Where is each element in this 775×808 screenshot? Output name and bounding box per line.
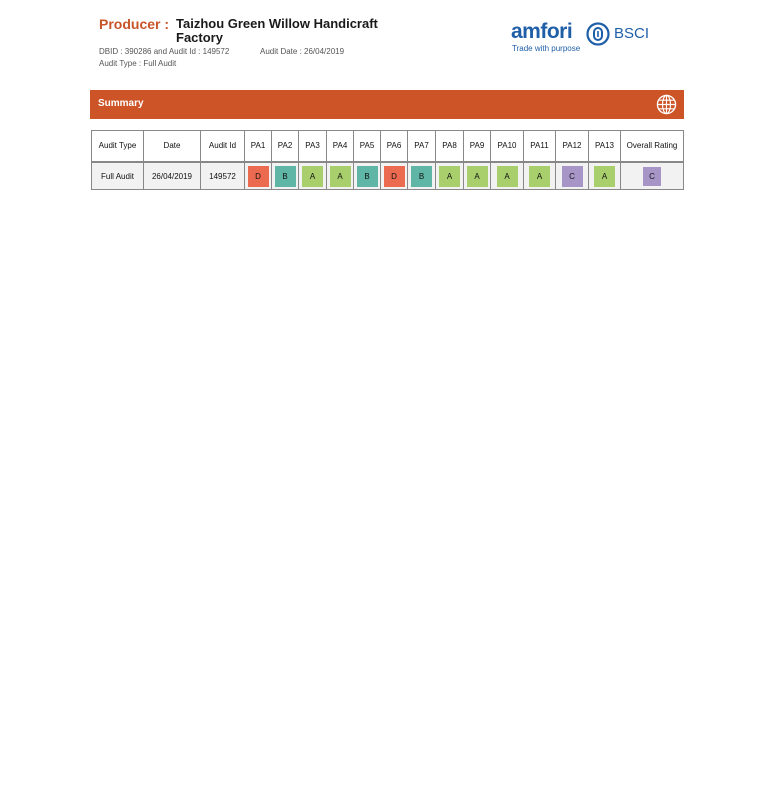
audit-date-line: Audit Date : 26/04/2019 (260, 47, 345, 56)
grade-badge: A (439, 166, 460, 187)
column-header: PA10 (491, 131, 524, 163)
cell-pa10 (491, 162, 524, 190)
column-header: PA13 (589, 131, 621, 163)
column-header: PA2 (272, 131, 299, 163)
column-header: PA6 (381, 131, 408, 163)
summary-section-bar (90, 90, 684, 119)
grade-badge: A (302, 166, 323, 187)
column-header: PA7 (408, 131, 436, 163)
column-header: Overall Rating (621, 131, 684, 163)
cell-pa2 (272, 162, 299, 190)
logo-brand: amfori (511, 20, 573, 43)
column-header: Date (144, 131, 201, 163)
cell-pa8 (436, 162, 464, 190)
cell-pa3 (299, 162, 327, 190)
cell-pa13 (589, 162, 621, 190)
amfori-mark-icon (586, 22, 610, 46)
audit-type-line: Audit Type : Full Audit (99, 59, 177, 68)
logo-tagline: Trade with purpose (512, 44, 581, 53)
cell-overall-rating (621, 162, 684, 190)
column-header: PA1 (245, 131, 272, 163)
grade-badge: A (594, 166, 615, 187)
cell-date: 26/04/2019 (144, 162, 201, 190)
column-header: PA11 (524, 131, 556, 163)
grade-badge: A (330, 166, 351, 187)
column-header: PA9 (464, 131, 491, 163)
globe-icon (656, 94, 677, 115)
logo-product: BSCI (614, 25, 650, 42)
overall-grade-badge: C (643, 167, 661, 186)
cell-pa4 (327, 162, 354, 190)
column-header: Audit Type (92, 131, 144, 163)
grade-badge: B (411, 166, 432, 187)
cell-pa6 (381, 162, 408, 190)
column-header: PA4 (327, 131, 354, 163)
report-header (0, 0, 775, 80)
grade-badge: A (529, 166, 550, 187)
column-header: PA8 (436, 131, 464, 163)
cell-audit-id: 149572 (201, 162, 245, 190)
grade-badge: D (384, 166, 405, 187)
cell-pa12 (556, 162, 589, 190)
grade-badge: A (467, 166, 488, 187)
table-header-row (92, 131, 684, 163)
column-header: Audit Id (201, 131, 245, 163)
grade-badge: D (248, 166, 269, 187)
summary-table (91, 130, 684, 190)
dbid-line: DBID : 390286 and Audit Id : 149572 (99, 47, 230, 56)
table-row (92, 162, 684, 190)
summary-title: Summary (98, 98, 144, 109)
cell-pa7 (408, 162, 436, 190)
grade-badge: A (497, 166, 518, 187)
cell-audit-type: Full Audit (92, 162, 144, 190)
column-header: PA3 (299, 131, 327, 163)
column-header: PA12 (556, 131, 589, 163)
producer-name: Taizhou Green Willow Handicraft Factory (176, 16, 378, 45)
cell-pa5 (354, 162, 381, 190)
grade-badge: C (562, 166, 583, 187)
cell-pa1 (245, 162, 272, 190)
producer-label: Producer : (99, 16, 170, 32)
cell-pa11 (524, 162, 556, 190)
grade-badge: B (275, 166, 296, 187)
cell-pa9 (464, 162, 491, 190)
amfori-bsci-logo (511, 21, 661, 55)
column-header: PA5 (354, 131, 381, 163)
grade-badge: B (357, 166, 378, 187)
